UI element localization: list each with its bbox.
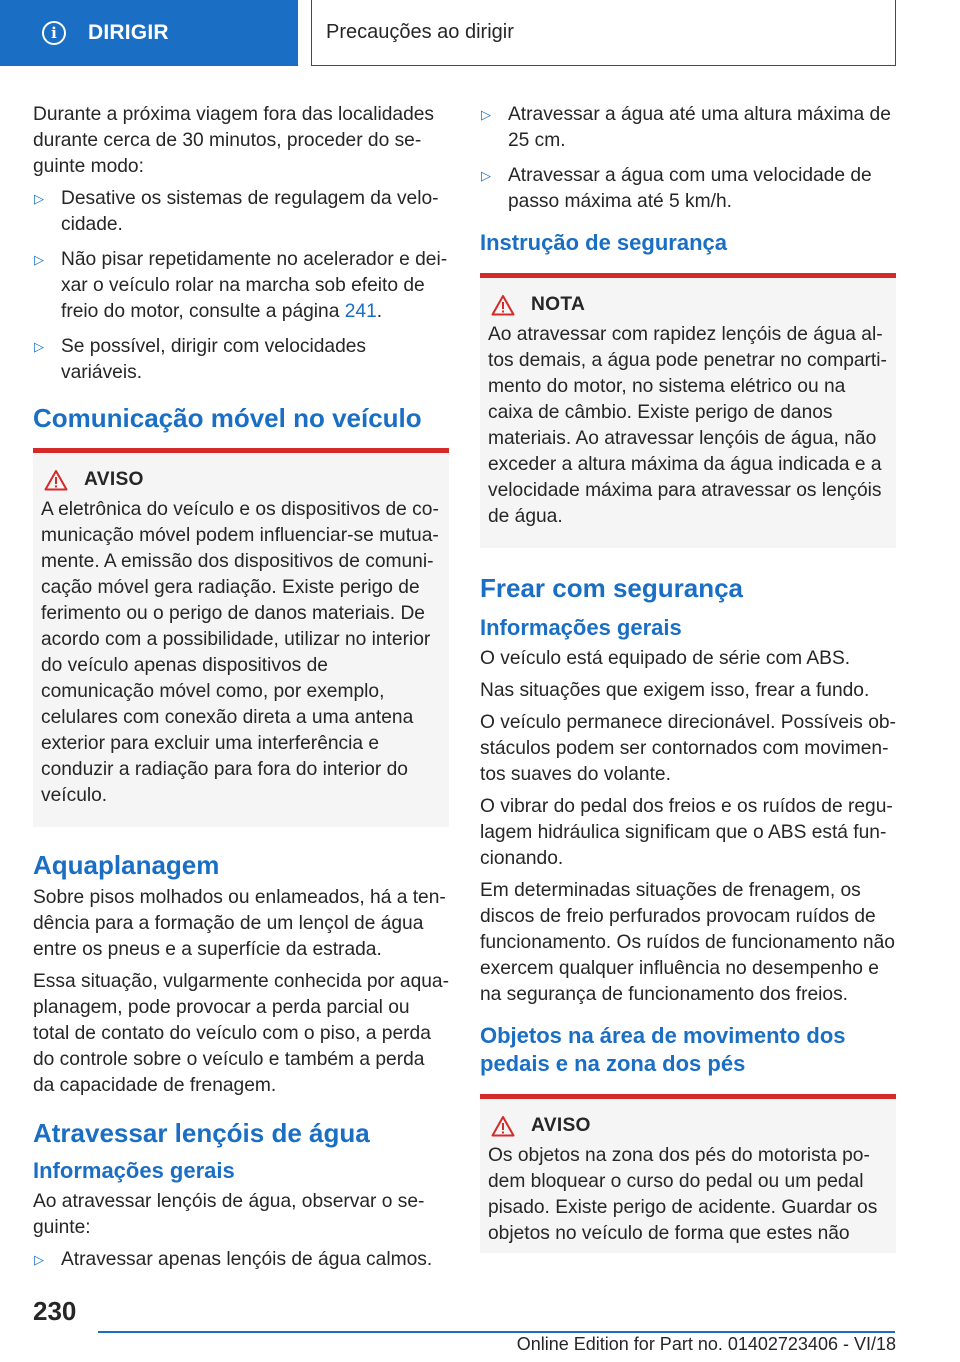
list-item: ▷ Atravessar a água até uma altura máxima de 25 cm.: [481, 104, 891, 151]
warning-title: AVISO: [84, 469, 144, 490]
section-heading-mobile: Comunicação móvel no veículo: [33, 403, 422, 433]
right-column: [480, 102, 896, 1273]
section-heading-braking: Frear com segurança: [480, 573, 744, 603]
warning-body: Os objetos na zona dos pés do motorista podem bloquear o curso do pedal ou um pedal pisado. Existe perigo de acidente. Guardar os objetos no veículo de forma que estes não: [488, 1145, 878, 1244]
page-number: 230: [33, 1296, 77, 1326]
water-list: [33, 1247, 449, 1273]
aquaplaning-paragraph-1: Sobre pisos molhados ou enlameados, há a tendência para a formação de um lençol de água entre os pneus e a superfície da estrada.: [33, 887, 446, 960]
triangle-bullet-icon: ▷: [34, 1252, 44, 1267]
braking-paragraph-1: O veículo está equipado de série com ABS.: [480, 648, 851, 669]
water-list-continued: [480, 102, 896, 215]
subheading-braking-general: Informações gerais: [480, 615, 682, 640]
footer-edition: Online Edition for Part no. 01402723406 - VI/18: [516, 1334, 896, 1354]
triangle-bullet-icon: ▷: [34, 252, 44, 267]
warning-body: A eletrônica do veículo e os dispositivos de comunicação móvel podem influenciar-se mutuamente. A emissão dos dispositivos de comunicação móvel gera radiação. Existe perigo de ferimento ou o perigo de danos materiais. De acordo com a possibilidade, utilizar no interior do veículo apenas dispositivos de comunicação móvel como, por exemplo, celulares com conexão direta a uma antena exterior para excluir uma interferência e conduzir a radiação para fora do interior do veículo.: [41, 499, 439, 806]
header-title-box: [311, 0, 896, 66]
aquaplaning-paragraph-2: Essa situação, vulgarmente conhecida por aquaplanagem, pode provocar a perda parcial ou total de contato do veículo com o piso, a perda do controle sobre o veículo e também a perda da capacidade de frenagem.: [33, 971, 449, 1096]
list-item: ▷ Desative os sistemas de regulagem da velocidade.: [34, 188, 439, 235]
list-item: ▷ Não pisar repetidamente no acelerador e deixar o veículo rolar na marcha sob efeito de freio do motor, consulte a página 241.: [34, 249, 448, 322]
intro-paragraph: Durante a próxima viagem fora das localidades durante cerca de 30 minutos, proceder do seguinte modo:: [33, 104, 435, 177]
triangle-bullet-icon: ▷: [481, 107, 491, 122]
list-item: ▷ Se possível, dirigir com velocidades variáveis.: [34, 336, 367, 383]
braking-paragraph-4: O vibrar do pedal dos freios e os ruídos de regulagem hidráulica significam que o ABS está funcionando.: [480, 796, 893, 869]
subheading-general-info: Informações gerais: [33, 1158, 235, 1183]
warning-triangle-icon: [44, 469, 68, 491]
warning-triangle-icon: [491, 1115, 515, 1137]
warning-title: AVISO: [531, 1115, 591, 1136]
triangle-bullet-icon: ▷: [34, 191, 44, 206]
warning-box: [33, 448, 449, 827]
triangle-bullet-icon: ▷: [34, 339, 44, 354]
section-heading-water: Atravessar lençóis de água: [33, 1118, 370, 1148]
list-item: ▷ Atravessar apenas lençóis de água calmos.: [33, 1247, 449, 1273]
braking-paragraph-3: O veículo permanece direcionável. Possíveis obstáculos podem ser contornados com movimentos suaves do volante.: [480, 712, 896, 785]
water-intro: Ao atravessar lençóis de água, observar o seguinte:: [33, 1191, 425, 1238]
section-label: DIRIGIR: [88, 21, 169, 44]
driving-tips-list: [33, 186, 449, 386]
triangle-bullet-icon: ▷: [481, 168, 491, 183]
braking-paragraph-2: Nas situações que exigem isso, frear a fundo.: [480, 680, 870, 701]
subheading-pedal-objects: Objetos na área de movimento dos pedais e na zona dos pés: [480, 1023, 846, 1076]
note-box: [480, 273, 896, 548]
note-body: Ao atravessar com rapidez lençóis de água altos demais, a água pode penetrar no compartimento do motor, no sistema elétrico ou na caixa de câmbio. Existe perigo de danos materiais. Ao atravessar lençóis de água, não exceder a altura máxima da água indicada e a velocidade máxima para atravessar os lençóis de água.: [488, 324, 887, 527]
footer-divider: [98, 1331, 895, 1333]
note-title: NOTA: [531, 294, 586, 315]
list-item: ▷ Atravessar a água com uma velocidade de passo máxima até 5 km/h.: [481, 165, 872, 212]
section-heading-aquaplaning: Aquaplanagem: [33, 850, 220, 880]
braking-paragraph-5: Em determinadas situações de frenagem, os discos de freio perfurados provocam ruídos de funcionamento. Os ruídos de funcionamento não exercem qualquer influência no desempenho e na segurança de funcionamento dos freios.: [480, 880, 895, 1005]
subheading-safety: Instrução de segurança: [480, 230, 727, 255]
info-icon: i: [42, 21, 66, 45]
left-column: [33, 102, 449, 1282]
page-link[interactable]: 241: [344, 301, 377, 322]
warning-box: [480, 1094, 896, 1253]
warning-triangle-icon: [491, 294, 515, 316]
page-title: Precauções ao dirigir: [326, 21, 514, 43]
header-section-tab: [0, 0, 298, 66]
